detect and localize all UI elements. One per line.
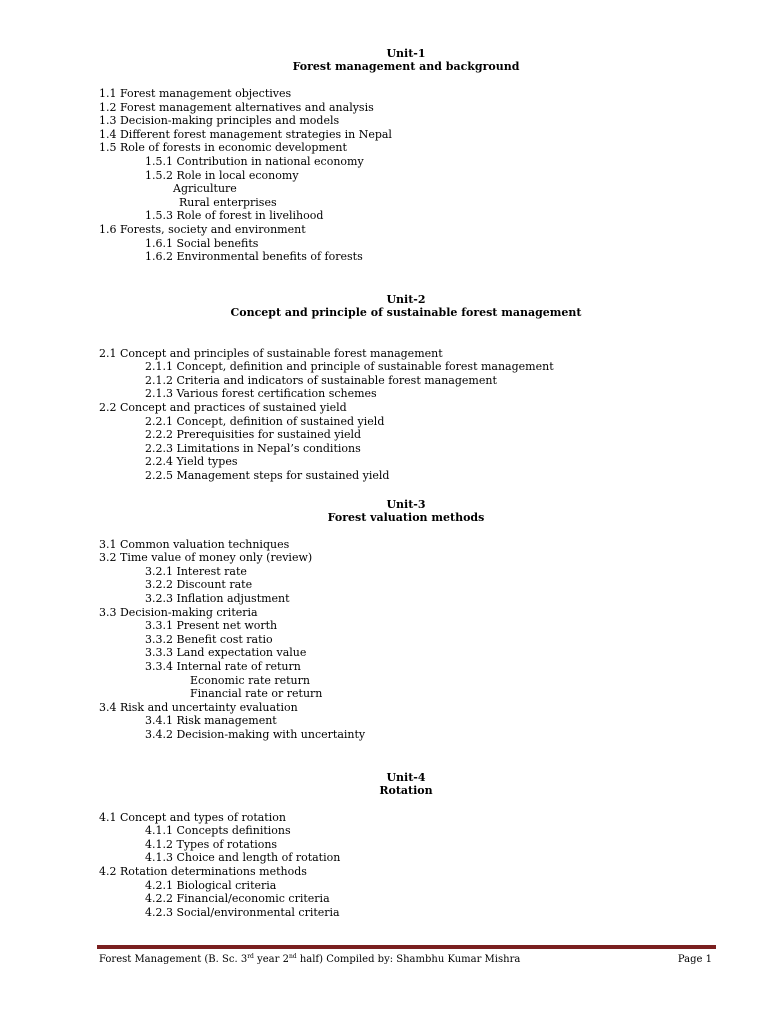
list-item: 2.1.2 Criteria and indicators of sustainable forest management [145, 374, 497, 387]
list-item: 1.5.3 Role of forest in livelihood [145, 209, 324, 222]
unit-3-heading [0, 498, 768, 524]
list-item: 3.3.3 Land expectation value [145, 646, 307, 659]
list-item: 4.2.1 Biological criteria [145, 879, 277, 892]
unit-2-heading [0, 293, 768, 319]
list-item: 2.2.4 Yield types [145, 455, 238, 468]
list-item: 1.6.2 Environmental benefits of forests [145, 250, 363, 263]
list-item: 3.2 Time value of money only (review) [99, 551, 313, 564]
unit-2-label: Unit-2 [386, 293, 426, 306]
list-item: 1.5.2 Role in local economy [145, 169, 299, 182]
list-item: 2.1 Concept and principles of sustainable forest management [99, 347, 443, 360]
list-item: Agriculture [173, 182, 237, 195]
unit-4-title: Rotation [379, 784, 433, 797]
list-item: 1.3 Decision-making principles and models [99, 114, 340, 127]
list-item: 4.2 Rotation determinations methods [99, 865, 307, 878]
footer-course-suffix: half) Compiled by: Shambhu Kumar Mishra [296, 954, 521, 965]
unit-4-heading [0, 771, 768, 797]
list-item: 3.2.3 Inflation adjustment [145, 592, 290, 605]
list-item: Financial rate or return [190, 687, 323, 700]
list-item: Economic rate return [190, 674, 310, 687]
footer-course-prefix: Forest Management (B. Sc. 3 [99, 954, 248, 965]
footer-course-mid: year 2 [253, 954, 289, 965]
unit-1-heading [0, 47, 768, 73]
list-item: 3.3 Decision-making criteria [99, 606, 258, 619]
list-item: 2.2.1 Concept, definition of sustained yield [145, 415, 385, 428]
list-item: 3.4.2 Decision-making with uncertainty [145, 728, 366, 741]
list-item: 1.1 Forest management objectives [99, 87, 292, 100]
list-item: 1.2 Forest management alternatives and analysis [99, 101, 374, 114]
unit-1-title: Forest management and background [292, 60, 520, 73]
list-item: 4.1.1 Concepts definitions [145, 824, 291, 837]
footer-sup-nd: nd [288, 953, 297, 960]
list-item: 3.3.2 Benefit cost ratio [145, 633, 273, 646]
unit-2-title: Concept and principle of sustainable forest management [230, 306, 582, 319]
unit-3-title: Forest valuation methods [327, 511, 485, 524]
list-item: 2.1.3 Various forest certification schemes [145, 387, 377, 400]
list-item: 1.4 Different forest management strategies in Nepal [99, 128, 392, 141]
list-item: 2.2.3 Limitations in Nepal’s conditions [145, 442, 361, 455]
unit-4-label: Unit-4 [386, 771, 426, 784]
list-item: 2.2.5 Management steps for sustained yield [145, 469, 390, 482]
list-item: 2.1.1 Concept, definition and principle of sustainable forest management [145, 360, 554, 373]
list-item: 1.5 Role of forests in economic development [99, 141, 347, 154]
list-item: 3.3.4 Internal rate of return [145, 660, 301, 673]
footer-course-info [99, 954, 520, 966]
list-item: 3.2.1 Interest rate [145, 565, 247, 578]
list-item: 1.6.1 Social benefits [145, 237, 259, 250]
list-item: 1.6 Forests, society and environment [99, 223, 306, 236]
unit-1-label: Unit-1 [386, 47, 426, 60]
list-item: Rural enterprises [179, 196, 277, 209]
list-item: 4.1.2 Types of rotations [145, 838, 278, 851]
list-item: 3.3.1 Present net worth [145, 619, 278, 632]
list-item: 3.4 Risk and uncertainty evaluation [99, 701, 298, 714]
list-item: 1.5.1 Contribution in national economy [145, 155, 364, 168]
footer-divider [97, 945, 716, 949]
list-item: 4.2.3 Social/environmental criteria [145, 906, 340, 919]
list-item: 3.4.1 Risk management [145, 714, 277, 727]
list-item: 3.2.2 Discount rate [145, 578, 253, 591]
list-item: 2.2.2 Prerequisities for sustained yield [145, 428, 362, 441]
list-item: 4.1.3 Choice and length of rotation [145, 851, 341, 864]
list-item: 4.2.2 Financial/economic criteria [145, 892, 330, 905]
list-item: 4.1 Concept and types of rotation [99, 811, 286, 824]
unit-3-label: Unit-3 [386, 498, 426, 511]
list-item: 3.1 Common valuation techniques [99, 538, 290, 551]
page-number: Page 1 [677, 954, 712, 965]
list-item: 2.2 Concept and practices of sustained yield [99, 401, 347, 414]
footer-sup-rd: rd [247, 953, 254, 960]
